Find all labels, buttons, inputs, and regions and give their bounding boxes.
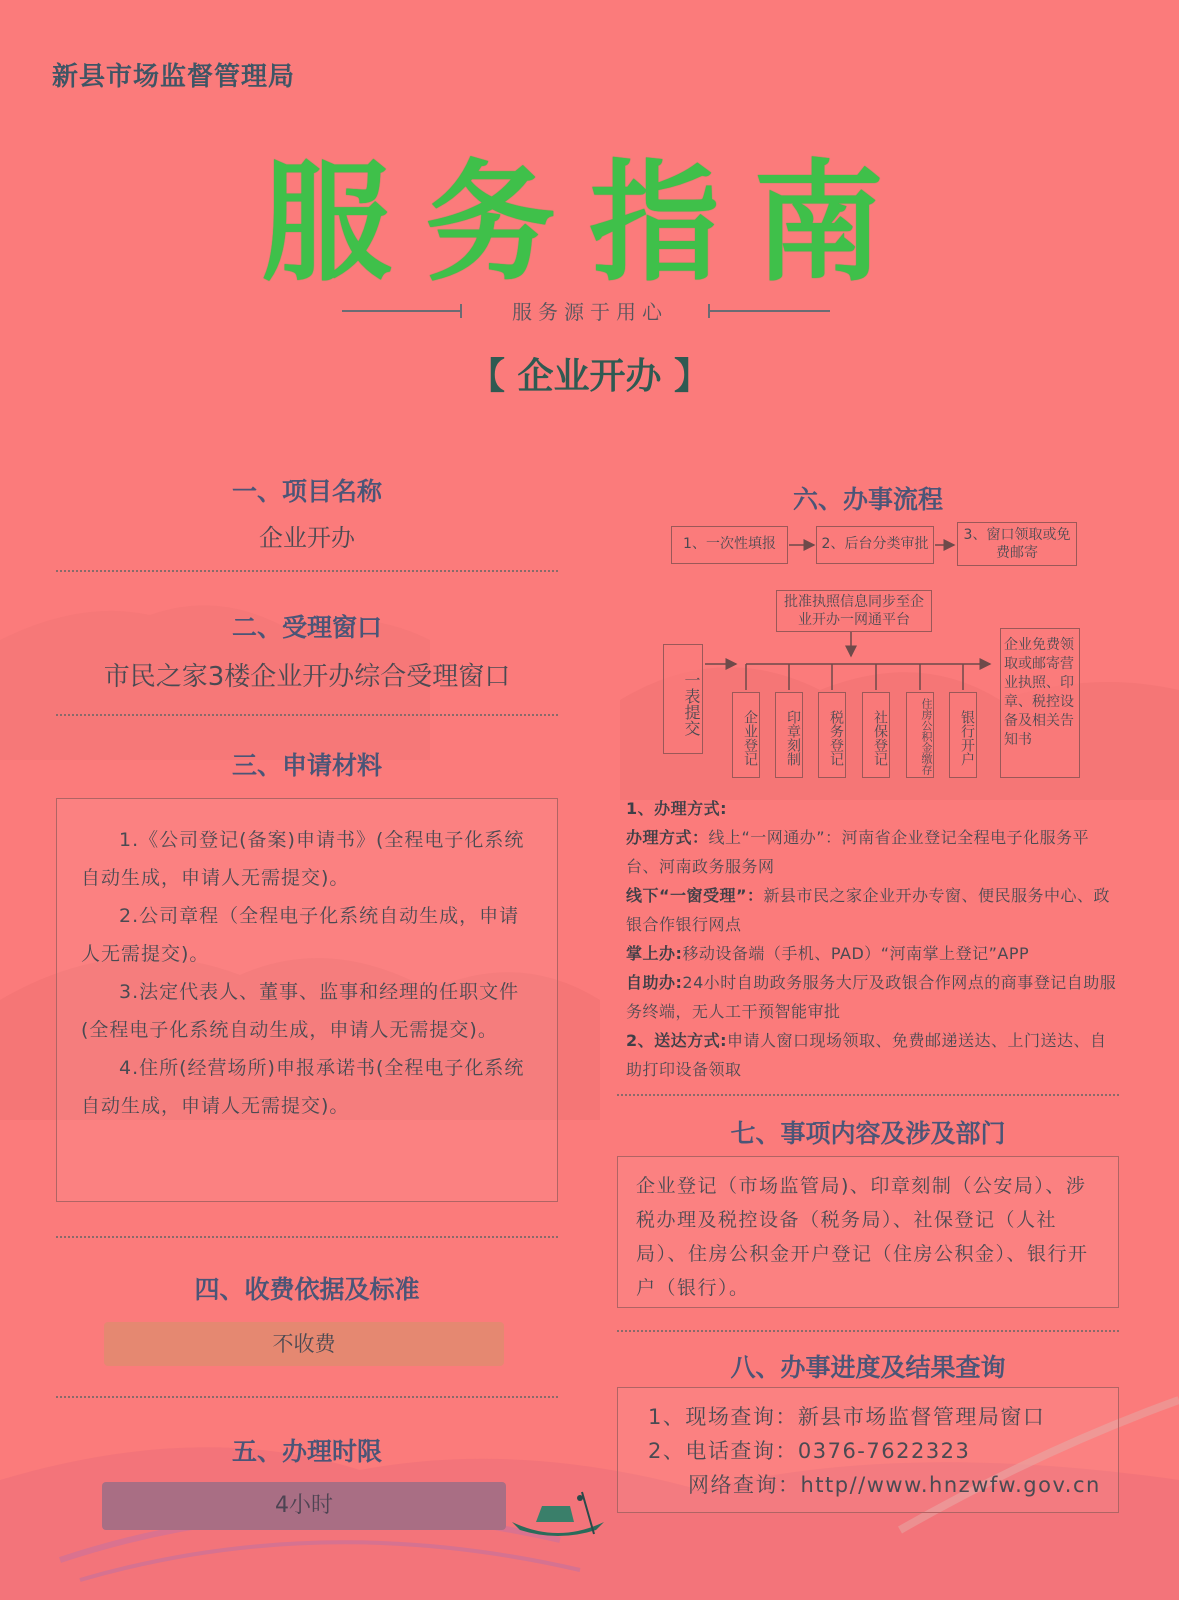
offline-label: 线下“一窗受理”：	[626, 886, 764, 905]
self-service-text: 24小时自助政务服务大厅及政银合作网点的商事登记自助服务终端，无人工干预智能审批	[626, 973, 1117, 1021]
section-time-head: 五、办理时限	[231, 1437, 382, 1466]
category-title: 【 企业开办 】	[468, 356, 711, 397]
subtitle-left-tick	[460, 304, 462, 318]
delivery-text: 申请人窗口现场领取、免费邮递送达、上门送达、自助打印设备领取	[626, 1031, 1107, 1079]
methods-block	[626, 794, 1118, 1084]
query-line: 网络查询：http//www.hnzwfw.gov.cn	[688, 1473, 1101, 1497]
divider	[56, 1236, 558, 1238]
section-fee-head: 四、收费依据及标准	[194, 1275, 420, 1304]
flow-branch-box: 企业登记	[732, 692, 760, 778]
section-project-head: 一、项目名称	[231, 477, 382, 506]
flow-branch-box: 印章刻制	[775, 692, 803, 778]
flow-branch-box: 银行开户	[949, 692, 977, 778]
section-project-value: 企业开办	[259, 524, 355, 552]
flow-step-2: 2、后台分类审批	[816, 526, 934, 564]
material-item: 4.住所(经营场所)申报承诺书(全程电子化系统自动生成，申请人无需提交)。	[81, 1057, 525, 1117]
page-title: 服务指南	[261, 147, 918, 299]
boat-icon	[508, 1486, 608, 1546]
flow-step-3: 3、窗口领取或免费邮寄	[957, 522, 1077, 566]
flow-branch-box: 社保登记	[862, 692, 890, 778]
section-materials-head: 三、申请材料	[231, 751, 382, 780]
self-service-label: 自助办:	[626, 973, 683, 992]
query-box	[617, 1387, 1119, 1513]
section-window-value: 市民之家3楼企业开办综合受理窗口	[103, 662, 511, 692]
divider	[56, 1396, 558, 1398]
flow-submit-box: 一表提交	[663, 644, 703, 754]
delivery-label: 2、送达方式:	[626, 1031, 728, 1050]
section-window-head: 二、受理窗口	[231, 613, 382, 642]
material-item: 2.公司章程（全程电子化系统自动生成，申请人无需提交)。	[81, 905, 520, 965]
divider	[56, 714, 558, 716]
section-query-head: 八、办事进度及结果查询	[730, 1353, 1006, 1382]
offline-text: 新县市民之家企业开办专窗、便民服务中心、政银合作银行网点	[626, 886, 1111, 934]
flow-sync-box: 批准执照信息同步至企业开办一网通平台	[776, 590, 932, 632]
subtitle-right-line	[710, 310, 830, 312]
material-item: 3.法定代表人、董事、监事和经理的任职文件(全程电子化系统自动生成，申请人无需提交)。	[81, 981, 520, 1041]
subtitle-row	[0, 296, 1179, 326]
flow-step-1: 1、一次性填报	[671, 526, 788, 564]
section-process-head: 六、办事流程	[792, 485, 943, 514]
query-line: 2、电话查询：0376-7622323	[648, 1439, 971, 1463]
section-departments-head: 七、事项内容及涉及部门	[730, 1119, 1006, 1148]
divider	[617, 1330, 1119, 1332]
material-item: 1.《公司登记(备案)申请书》(全程电子化系统自动生成，申请人无需提交)。	[81, 829, 525, 889]
divider	[56, 570, 558, 572]
query-line: 1、现场查询：新县市场监督管理局窗口	[648, 1405, 1046, 1429]
online-label: 办理方式：	[626, 828, 709, 847]
time-value: 4小时	[102, 1482, 506, 1530]
organization-name: 新县市场监督管理局	[52, 62, 296, 92]
subtitle: 服务源于用心	[512, 300, 668, 324]
subtitle-left-line	[342, 310, 462, 312]
flow-branch-box: 住房公积金缴存	[906, 692, 934, 778]
departments-box: 企业登记（市场监管局)、印章刻制（公安局）、涉税办理及税控设备（税务局）、社保登记（人社局）、住房公积金开户登记（住房公积金）、银行开户（银行）。	[617, 1156, 1119, 1308]
materials-box	[56, 798, 558, 1202]
flow-branch-box: 税务登记	[818, 692, 846, 778]
fee-value: 不收费	[104, 1322, 504, 1366]
flow-result-box: 企业免费领取或邮寄营业执照、印章、税控设备及相关告知书	[1000, 628, 1080, 778]
mobile-text: 移动设备端（手机、PAD）“河南掌上登记”APP	[682, 944, 1030, 963]
methods-title: 1、办理方式:	[626, 799, 728, 818]
online-text: 线上“一网通办”：河南省企业登记全程电子化服务平台、河南政务服务网	[626, 828, 1090, 876]
mobile-label: 掌上办:	[626, 944, 683, 963]
divider	[617, 1094, 1119, 1096]
